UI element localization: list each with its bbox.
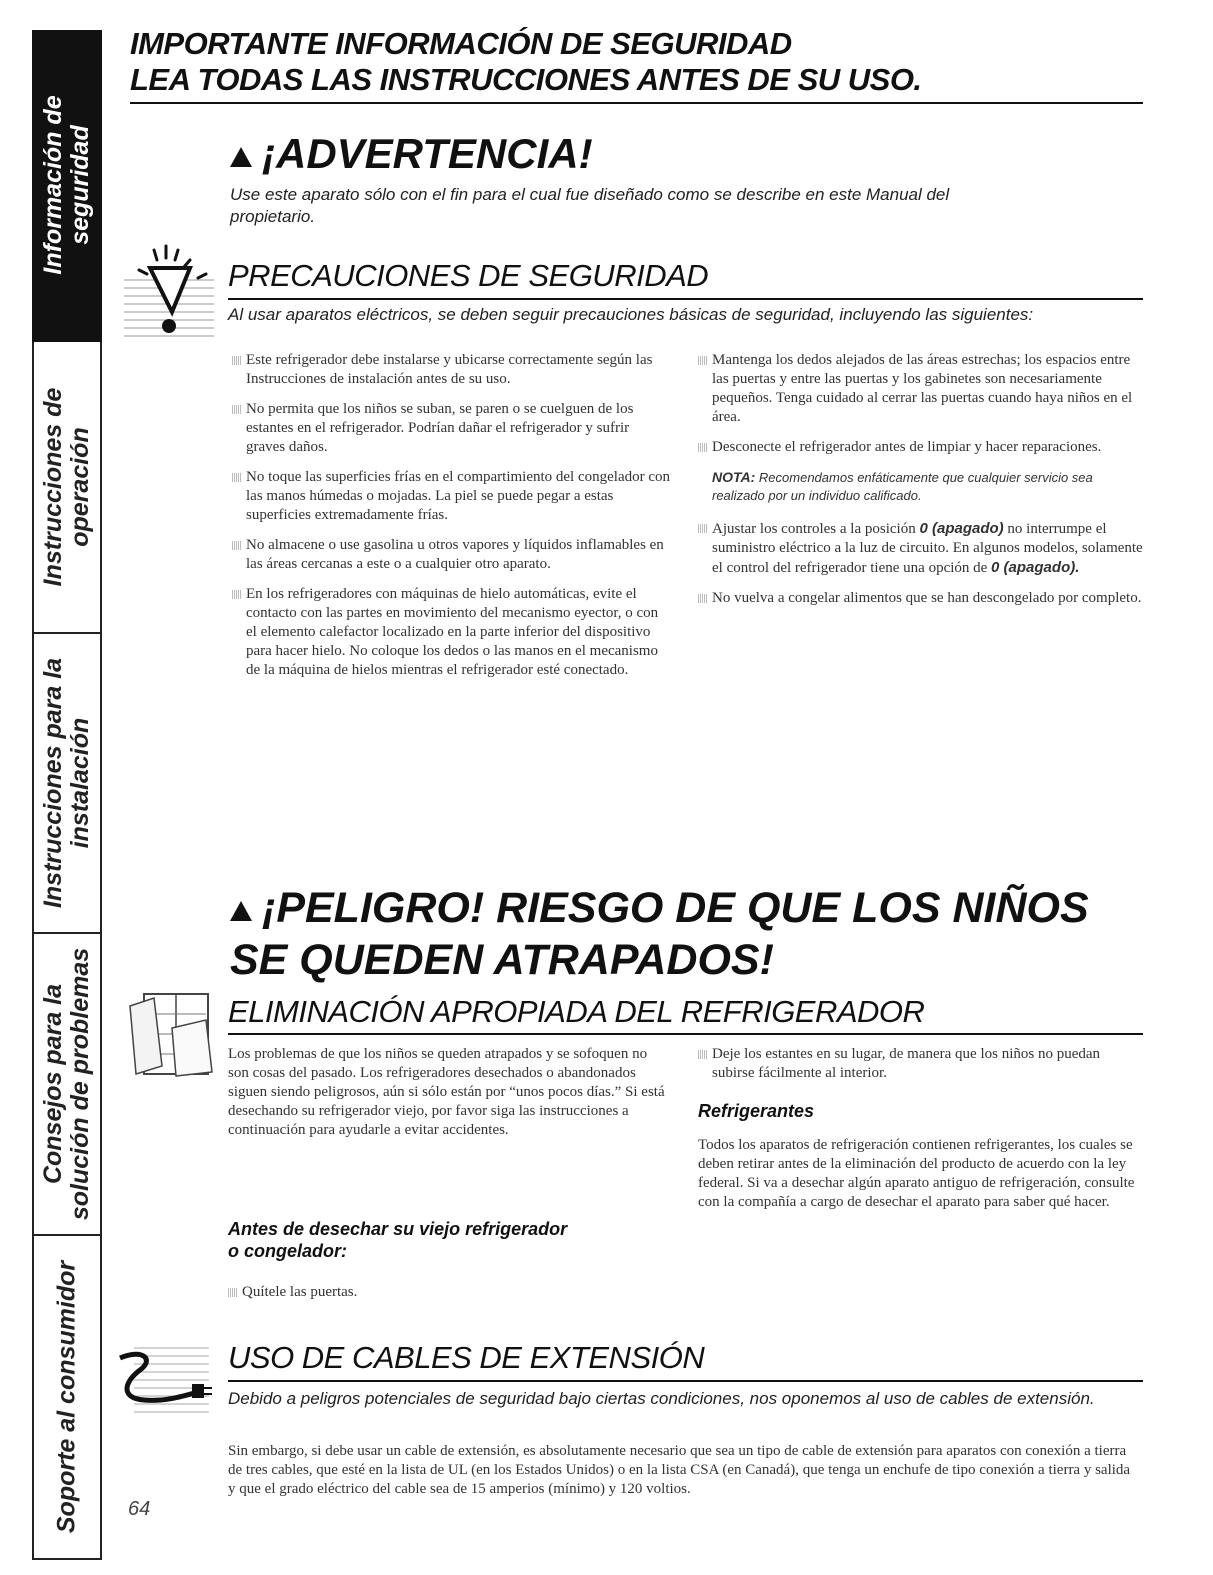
page-number: 64 (128, 1498, 151, 1520)
list-item: Este refrigerador debe instalarse y ubicarse correctamente según las Instrucciones de instalación antes de su uso. (232, 351, 672, 389)
tab-label-line1: Consejos para la (39, 983, 67, 1185)
list-item: No permita que los niños se suban, se paren o se cuelguen de los estantes en el refrigerador. Podrían dañar el refrigerador y sufrir graves daños. (232, 400, 672, 457)
extension-cord-icon (114, 1338, 214, 1424)
eliminacion-rule (228, 1033, 1143, 1035)
tab-label-line1: Instrucciones de (39, 387, 67, 587)
precauciones-left-list (232, 351, 672, 691)
nota-text: Recomendamos enfáticamente que cualquier servicio sea realizado por un individuo calificado. (712, 470, 1093, 503)
precauciones-intro: Al usar aparatos eléctricos, se deben seguir precauciones básicas de seguridad, incluyendo las siguientes: (228, 305, 1034, 324)
precauciones-right-list (698, 351, 1143, 619)
cables-title: USO DE CABLES DE EXTENSIÓN (228, 1340, 705, 1375)
item-text: Ajustar los controles a la posición (712, 521, 916, 537)
warning-triangle-icon (230, 901, 252, 921)
peligro-line1 (230, 882, 1089, 934)
refrigerantes-heading: Refrigerantes (698, 1101, 815, 1121)
tab-label-line2: solución de problemas (66, 947, 94, 1221)
section-sidebar (32, 30, 104, 1560)
shelves-list (698, 1045, 1138, 1094)
list-item: En los refrigeradores con máquinas de hielo automáticas, evite el contacto con las partes en movimiento del mecanismo eyector, o con el elemento calefactor localizado en la parte inferior del dispositivo para hacer hielo. No coloque los dedos o las manos en el mecanismo de la máquina de hielos mientras el refrigerador esté conectado. (232, 585, 672, 680)
advertencia-title-text: ¡ADVERTENCIA! (262, 130, 593, 177)
caution-burst-icon (114, 240, 222, 344)
header-title-1: IMPORTANTE INFORMACIÓN DE SEGURIDAD (130, 26, 792, 61)
antes-list (228, 1283, 668, 1313)
precauciones-rule (228, 298, 1143, 300)
tab-label-line1: Soporte al consumidor (52, 1260, 81, 1534)
eliminacion-title: ELIMINACIÓN APROPIADA DEL REFRIGERADOR (228, 994, 925, 1029)
list-item (698, 519, 1143, 578)
warning-triangle-icon (230, 147, 252, 167)
item-text: no interrumpe el suministro eléctrico a la luz de circuito. En algunos modelos, solamente el control del refrigerador tiene una opción de (712, 521, 1143, 576)
tab-label-line2: instalación (66, 717, 94, 849)
antes-heading (228, 1218, 668, 1262)
precauciones-title: PRECAUCIONES DE SEGURIDAD (228, 258, 709, 293)
refrigerantes-paragraph: Todos los aparatos de refrigeración contienen refrigerantes, los cuales se deben retirar antes de la eliminación del producto de acuerdo con la ley federal. Si va a desechar algún aparato antiguo de refrigeración, consulte con la compañía a cargo de desechar el aparato para saber qué hacer. (698, 1137, 1135, 1210)
cables-intro: Debido a peligros potenciales de seguridad bajo ciertas condiciones, nos oponemos al uso de cables de extensión. (228, 1389, 1095, 1408)
nota-label: NOTA: (712, 469, 756, 485)
item-emphasis: 0 (apagado) (919, 520, 1004, 537)
cables-paragraph: Sin embargo, si debe usar un cable de extensión, es absolutamente necesario que sea un tipo de cable de extensión para aparatos con conexión a tierra de tres cables, que esté en la lista de UL (en los Estados Unidos) o en la lista CSA (en Canadá), que tenga un enchufe de tipo conexión a tierra y salida y que el grado eléctrico del cable sea de 15 amperios (mínimo) y 120 voltios. (228, 1443, 1131, 1497)
header-rule (130, 102, 1143, 104)
tab-label-line2: operación (66, 427, 94, 547)
refrigerator-icon (120, 988, 220, 1080)
tab-label-line1: Información de (39, 95, 67, 275)
tab-instrucciones-operacion[interactable] (32, 342, 102, 634)
tab-label-line1: Instrucciones para la (39, 657, 67, 909)
header-title-2: LEA TODAS LAS INSTRUCCIONES ANTES DE SU USO. (130, 62, 922, 97)
tab-instrucciones-instalacion[interactable] (32, 634, 102, 934)
list-item: Quítele las puertas. (228, 1283, 668, 1302)
tab-label-line2: seguridad (66, 125, 94, 245)
advertencia-title (230, 130, 593, 178)
eliminacion-paragraph: Los problemas de que los niños se queden atrapados y se sofoquen no son cosas del pasado. Los refrigeradores desechados o abandonados siguen siendo peligrosos, aún si sólo están por “unos pocos días.” Si está desechando su refrigerador viejo, por favor siga las instrucciones a continuación para ayudarle a evitar accidentes. (228, 1046, 665, 1138)
peligro-line1-text: ¡PELIGRO! RIESGO DE QUE LOS NIÑOS (262, 884, 1089, 932)
list-item: No vuelva a congelar alimentos que se han descongelado por completo. (698, 589, 1143, 608)
list-item: Mantenga los dedos alejados de las áreas estrechas; los espacios entre las puertas y entre las puertas y los gabinetes son necesariamente pequeños. Tenga cuidado al cerrar las puertas cuando haya niños en el área. (698, 351, 1143, 427)
antes-heading-line2: o congelador: (228, 1241, 348, 1261)
cables-rule (228, 1380, 1143, 1382)
tab-informacion-seguridad[interactable] (32, 30, 102, 342)
tab-consejos-problemas[interactable] (32, 934, 102, 1236)
antes-heading-line1: Antes de desechar su viejo refrigerador (228, 1219, 568, 1239)
peligro-title (230, 882, 1089, 986)
peligro-line2: SE QUEDEN ATRAPADOS! (230, 936, 774, 984)
list-item: Desconecte el refrigerador antes de limpiar y hacer reparaciones. (698, 438, 1143, 457)
item-emphasis: 0 (apagado). (991, 559, 1080, 576)
list-item: Deje los estantes en su lugar, de manera que los niños no puedan subirse fácilmente al interior. (698, 1045, 1138, 1083)
tab-soporte-consumidor[interactable] (32, 1236, 102, 1560)
list-item: No almacene o use gasolina u otros vapores y líquidos inflamables en las áreas cercanas a este o a cualquier otro aparato. (232, 536, 672, 574)
nota-note (712, 468, 1143, 505)
list-item: No toque las superficies frías en el compartimiento del congelador con las manos húmedas o mojadas. La piel se puede pegar a estas superficies extremadamente frías. (232, 468, 672, 525)
advertencia-text: Use este aparato sólo con el fin para el cual fue diseñado como se describe en este Manual del propietario. (230, 185, 950, 226)
